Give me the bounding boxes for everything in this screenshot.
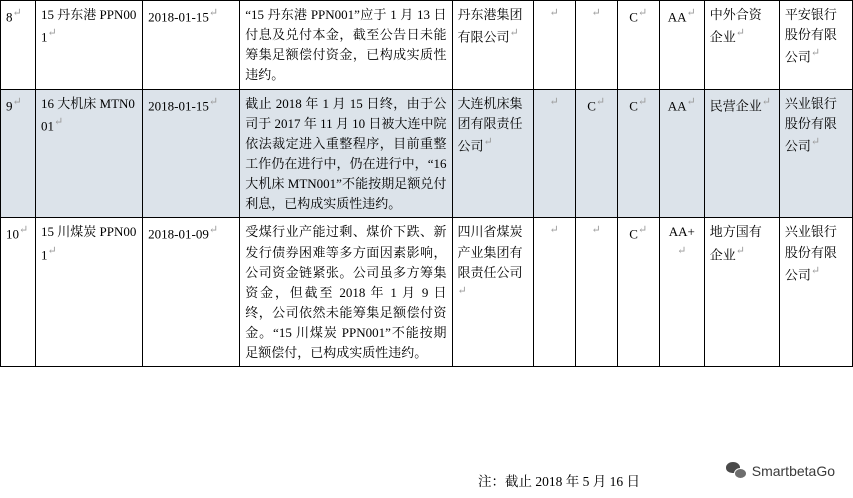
wechat-watermark xyxy=(726,462,835,479)
rating1-cell: ↵ xyxy=(533,89,575,218)
announce-date-cell: 2018-01-15↵ xyxy=(143,1,240,90)
issuer-cell: 丹东港集团有限公司↵ xyxy=(452,1,533,90)
rating1-cell: ↵ xyxy=(533,218,575,367)
bond-name-cell: 15 丹东港 PPN001↵ xyxy=(36,1,143,90)
enterprise-type-cell: 地方国有企业↵ xyxy=(704,218,779,367)
table-row xyxy=(1,218,853,367)
rating2-cell: ↵ xyxy=(575,218,617,367)
table-row xyxy=(1,1,853,90)
bond-name-cell: 16 大机床 MTN001↵ xyxy=(36,89,143,218)
rating3-cell: C↵ xyxy=(617,1,659,90)
description-cell: “15 丹东港 PPN001”应于 1 月 13 日付息及兑付本金，截至公告日未能筹集足额偿付资金，已构成实质性违约。 xyxy=(240,1,452,90)
page-footer xyxy=(0,452,853,498)
rating4-cell: AA+↵ xyxy=(659,218,704,367)
announce-date-cell: 2018-01-15↵ xyxy=(143,89,240,218)
row-index: 9↵ xyxy=(1,89,36,218)
description-cell: 受煤行业产能过剩、煤价下跌、新发行债券困难等多方面因素影响，公司资金链紧张。公司虽多方筹集资金，但截至 2018 年 1 月 9 日终，公司依然未能筹集足额偿付资金。“15 川煤炭 PPN001”不能按期足额偿付，已构成实质性违约。 xyxy=(240,218,452,367)
announce-date-cell: 2018-01-09↵ xyxy=(143,218,240,367)
bank-cell: 兴业银行股份有限公司↵ xyxy=(779,89,852,218)
rating1-cell: ↵ xyxy=(533,1,575,90)
bond-name-cell: 15 川煤炭 PPN001↵ xyxy=(36,218,143,367)
wechat-account-name: SmartbetaGo xyxy=(751,462,835,479)
rating2-cell: ↵ xyxy=(575,1,617,90)
rating3-cell: C↵ xyxy=(617,218,659,367)
table-row xyxy=(1,89,853,218)
bank-cell: 平安银行股份有限公司↵ xyxy=(779,1,852,90)
footer-note: 注：截止 2018 年 5 月 16 日 xyxy=(478,474,640,489)
issuer-cell: 四川省煤炭产业集团有限责任公司↵ xyxy=(452,218,533,367)
rating2-cell: C↵ xyxy=(575,89,617,218)
description-cell: 截止 2018 年 1 月 15 日终，由于公司于 2017 年 11 月 10 日被大连中院依法裁定进入重整程序，目前重整工作仍在进行中，仍在进行中，“16 大机床 MTN001”不能按期足额兑付利息，已构成实质性违约。 xyxy=(240,89,452,218)
rating4-cell: AA↵ xyxy=(659,1,704,90)
row-index: 8↵ xyxy=(1,1,36,90)
rating4-cell: AA↵ xyxy=(659,89,704,218)
row-index: 10↵ xyxy=(1,218,36,367)
enterprise-type-cell: 中外合资企业↵ xyxy=(704,1,779,90)
bank-cell: 兴业银行股份有限公司↵ xyxy=(779,218,852,367)
wechat-icon xyxy=(726,462,746,479)
issuer-cell: 大连机床集团有限责任公司↵ xyxy=(452,89,533,218)
enterprise-type-cell: 民营企业↵ xyxy=(704,89,779,218)
rating3-cell: C↵ xyxy=(617,89,659,218)
